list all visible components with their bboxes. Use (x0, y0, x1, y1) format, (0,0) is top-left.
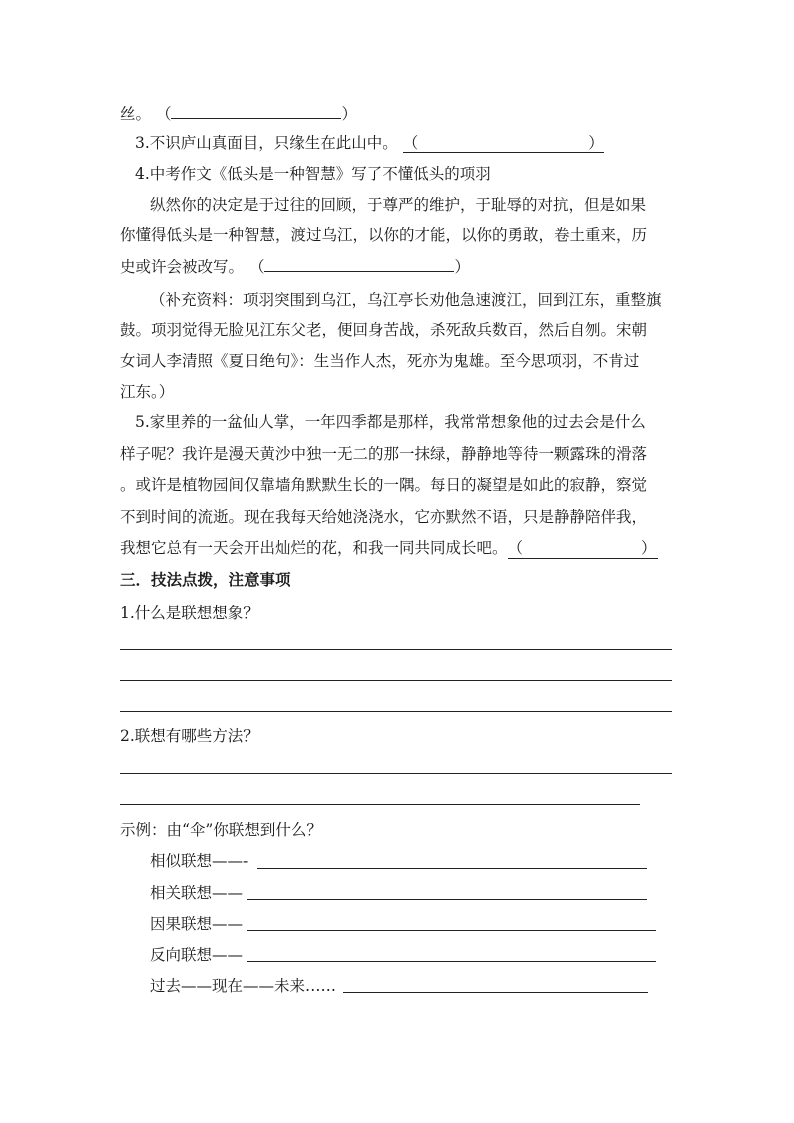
answer-blank-item2[interactable] (171, 103, 341, 119)
method-causal (150, 914, 243, 934)
item4-para-line2: 你懂得低头是一种智慧，渡过乌江，以你的才能，以你的勇敢，卷土重来，历 (120, 226, 648, 244)
method-timeline (150, 976, 336, 996)
paren-open: （ (507, 539, 524, 557)
paren-open: （ (155, 105, 172, 123)
method-label: 反向联想—— (150, 946, 244, 964)
item5-line5-text: 我想它总有一天会开出灿烂的花，和我一同共同成长吧。 (120, 539, 508, 557)
item5-line1: 5.家里养的一盆仙人掌，一年四季都是那样，我常常想象他的过去会是什么 (135, 413, 646, 431)
item4-title: 4.中考作文《低头是一种智慧》写了不懂低头的项羽 (135, 165, 491, 183)
item4-supplement-line4: 江东。） (120, 383, 175, 401)
answer-line[interactable] (247, 961, 656, 962)
paren-close: ） (454, 258, 470, 276)
answer-line[interactable] (247, 930, 656, 931)
item4-supplement-line2: 鼓。项羽觉得无脸见江东父老，便回身苦战，杀死敌兵数百，然后自刎。宋朝 (120, 321, 648, 339)
item4-supplement-line3: 女词人李清照《夏日绝句》：生当作人杰，死亦为鬼雄。至今思项羽，不肯过 (120, 352, 640, 370)
item2-tail (120, 103, 357, 124)
paren-close: ） (588, 134, 604, 152)
method-similar (150, 851, 248, 871)
item5-line3: 。或许是植物园间仅靠墙角默默生长的一隅。每日的凝望是如此的寂静，察觉 (120, 476, 648, 494)
example-prompt: 示例：由“伞”你联想到什么？ (120, 821, 322, 839)
answer-line[interactable] (247, 899, 647, 900)
item4-supplement-line1: （补充资料：项羽突围到乌江，乌江亭长劝他急速渡江，回到江东，重整旗 (150, 291, 662, 309)
answer-line[interactable] (120, 649, 672, 650)
answer-line[interactable] (343, 992, 648, 993)
paren-open: （ (402, 134, 419, 152)
question-2: 2.联想有哪些方法？ (120, 727, 259, 745)
section3-heading: 三．技法点拨，注意事项 (120, 571, 291, 589)
answer-line[interactable] (120, 773, 672, 774)
answer-line[interactable] (257, 868, 647, 869)
item4-para-line1: 纵然你的决定是于过往的回顾，于尊严的维护，于耻辱的对抗，但是如果 (150, 196, 647, 214)
item2-tail-text: 丝。 (120, 105, 152, 123)
paren-close: ） (341, 105, 357, 123)
method-reverse (150, 945, 243, 965)
question-1: 1.什么是联想想象？ (120, 604, 259, 622)
item3 (135, 133, 604, 153)
method-label: 过去——现在——未来…… (150, 977, 337, 995)
paren-open: （ (248, 258, 265, 276)
answer-blank-item4[interactable] (264, 256, 454, 272)
item5-line2: 样子呢？我许是漫天黄沙中独一无二的那一抹绿，静静地等待一颗露珠的滑落 (120, 445, 648, 463)
method-label: 相关联想—— (150, 884, 244, 902)
method-label: 相似联想——- (150, 852, 249, 870)
item5-line4: 不到时间的流逝。现在我每天给她浇浇水，它亦默然不语，只是静静陪伴我， (120, 508, 648, 526)
item5-line5 (120, 538, 658, 559)
method-label: 因果联想—— (150, 915, 244, 933)
item4-para-line3 (120, 256, 470, 277)
method-related (150, 883, 243, 903)
answer-line[interactable] (120, 711, 672, 712)
answer-line[interactable] (120, 680, 672, 681)
item4-para3-text: 史或许会被改写。 (120, 258, 245, 276)
answer-line[interactable] (120, 804, 640, 805)
item3-text: 3.不识庐山真面目，只缘生在此山中。 (135, 134, 398, 152)
paren-close: ） (641, 539, 657, 557)
